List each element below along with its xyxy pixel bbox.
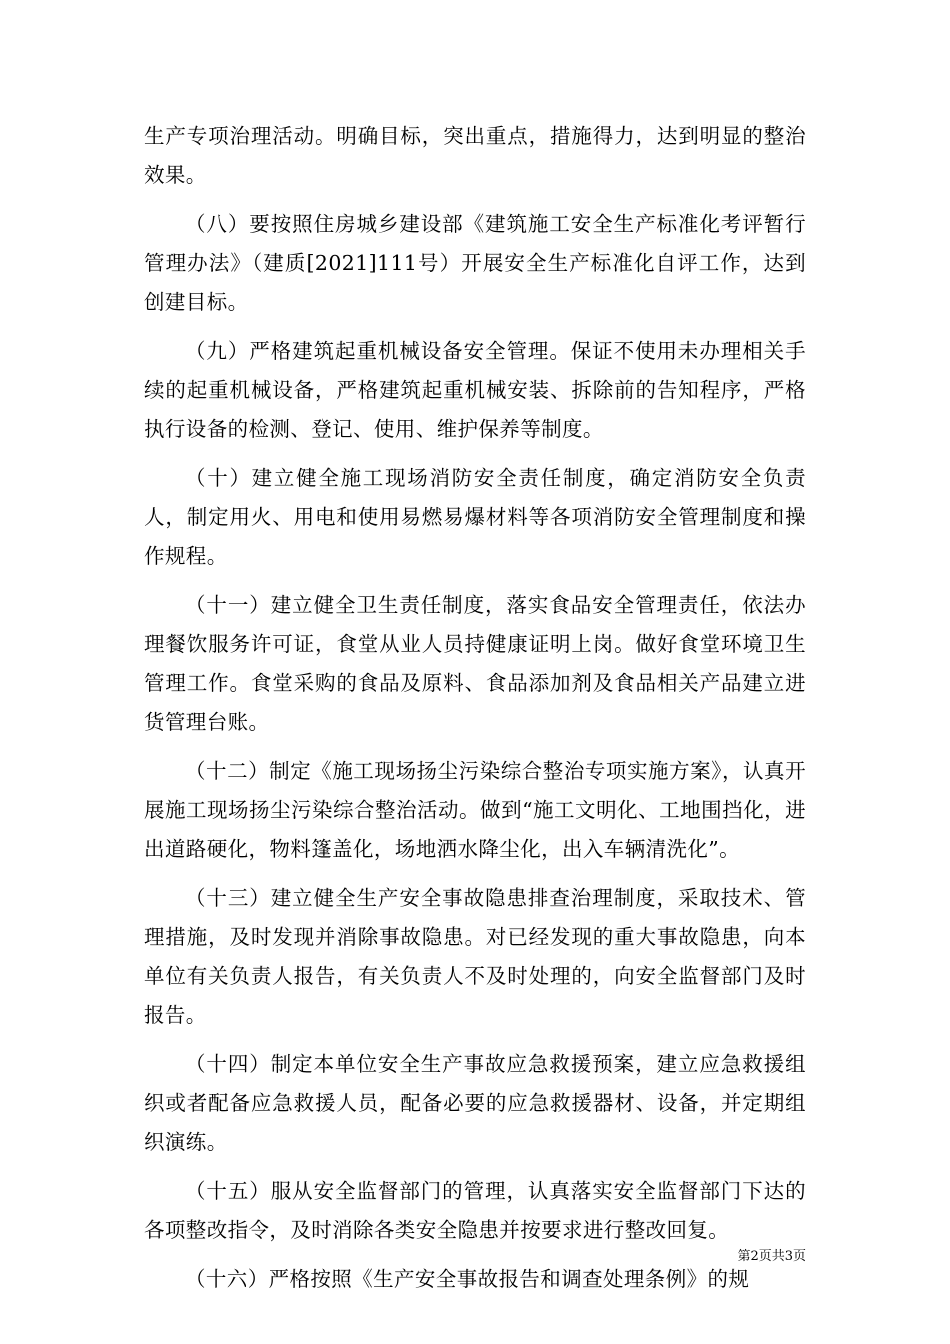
paragraph-item-14: （十四）制定本单位安全生产事故应急救援预案，建立应急救援组织或者配备应急救援人员，配备必要的应急救援器材、设备，并定期组织演练。 xyxy=(144,1052,806,1154)
paragraph-item-13: （十三）建立健全生产安全事故隐患排查治理制度，采取技术、管理措施，及时发现并消除事故隐患。对已经发现的重大事故隐患，向本单位有关负责人报告，有关负责人不及时处理的，向安全监督部门及时报告。 xyxy=(144,886,806,1027)
paragraph-item-11: （十一）建立健全卫生责任制度，落实食品安全管理责任，依法办理餐饮服务许可证，食堂从业人员持健康证明上岗。做好食堂环境卫生管理工作。食堂采购的食品及原料、食品添加剂及食品相关产品建立进货管理台账。 xyxy=(144,593,806,734)
paragraph-item-9: （九）严格建筑起重机械设备安全管理。保证不使用未办理相关手续的起重机械设备，严格建筑起重机械安装、拆除前的告知程序，严格执行设备的检测、登记、使用、维护保养等制度。 xyxy=(144,339,806,441)
paragraph-item-15: （十五）服从安全监督部门的管理，认真落实安全监督部门下达的各项整改指令，及时消除各类安全隐患并按要求进行整改回复。 xyxy=(144,1179,806,1242)
page-number: 第2页共3页 xyxy=(737,1249,806,1264)
paragraph-item-12: （十二）制定《施工现场扬尘污染综合整治专项实施方案》，认真开展施工现场扬尘污染综合整治活动。做到“施工文明化、工地围挡化，进出道路硬化，物料篷盖化，场地洒水降尘化，出入车辆清洗化”。 xyxy=(144,759,806,861)
paragraph-continuation: 生产专项治理活动。明确目标，突出重点，措施得力，达到明显的整治效果。 xyxy=(144,124,806,187)
paragraph-item-8: （八）要按照住房城乡建设部《建筑施工安全生产标准化考评暂行管理办法》（建质[2021]111号）开展安全生产标准化自评工作，达到创建目标。 xyxy=(144,212,806,314)
paragraph-item-10: （十）建立健全施工现场消防安全责任制度，确定消防安全负责人，制定用火、用电和使用易燃易爆材料等各项消防安全管理制度和操作规程。 xyxy=(144,466,806,568)
document-body xyxy=(144,117,806,1309)
paragraph-item-16: （十六）严格按照《生产安全事故报告和调查处理条例》的规 xyxy=(185,1267,750,1291)
